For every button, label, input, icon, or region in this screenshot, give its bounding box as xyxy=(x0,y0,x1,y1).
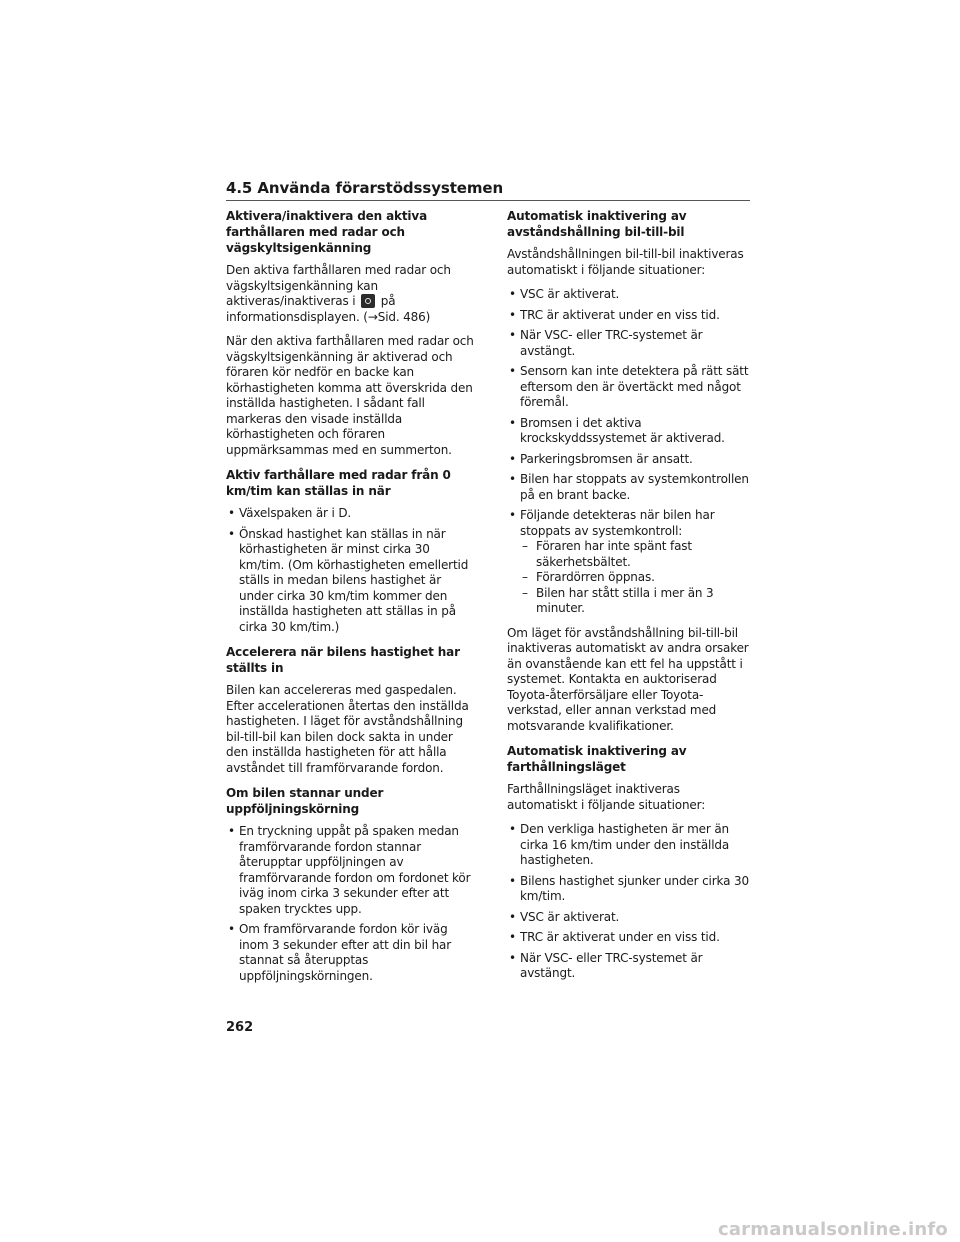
left-column xyxy=(226,208,476,993)
list-item: • Önskad hastighet kan ställas in när körhastigheten är minst cirka 30 km/tim. (Om körhastigheten emellertid ställs in medan bilens hastighet är under cirka 30 km/tim kommer den inställda hastigheten att ställas in på cirka 30 km/tim.) xyxy=(226,527,476,636)
heading-accelerate: Accelerera när bilens hastighet har ställts in xyxy=(226,645,460,675)
list-item: • Växelspaken är i D. xyxy=(226,506,476,522)
list-item: • VSC är aktiverat. xyxy=(507,910,753,926)
sub-list-item: – Bilen har stått stilla i mer än 3 minuter. xyxy=(520,586,753,617)
list-item: • Sensorn kan inte detektera på rätt sätt eftersom den är övertäckt med något föremål. xyxy=(507,364,753,411)
sub-list xyxy=(520,539,753,617)
list-item: • När VSC- eller TRC-systemet är avstängt. xyxy=(507,951,753,982)
list-item: • Följande detekteras när bilen har stoppats av systemkontroll: – Föraren har inte spänt fast säkerhetsbältet. – Förardörren öppnas. – Bilen har stått stilla i mer än 3 minuter. xyxy=(507,508,753,617)
section-header xyxy=(226,178,750,201)
settings-gear-icon xyxy=(361,294,375,308)
heading-stop: Om bilen stannar under uppföljningskörning xyxy=(226,786,384,816)
heading-auto-cancel-distance: Automatisk inaktivering av avståndshållning bil-till-bil xyxy=(507,209,687,239)
page-number: 262 xyxy=(226,1020,254,1035)
paragraph-downhill: När den aktiva farthållaren med radar och vägskyltsigenkänning är aktiverad och föraren kör nedför en backe kan körhastigheten komma att överskrida den inställda hastigheten. I sådant fall markeras den visade inställda körhastigheten och föraren uppmärksammas med en summerton. xyxy=(226,334,474,457)
heading-from-zero: Aktiv farthållare med radar från 0 km/tim kan ställas in när xyxy=(226,468,451,498)
sub-list-item: – Föraren har inte spänt fast säkerhetsbältet. xyxy=(520,539,753,570)
list-item: • När VSC- eller TRC-systemet är avstängt. xyxy=(507,328,753,359)
paragraph-activate: Den aktiva farthållaren med radar och vägskyltsigenkänning kan aktiveras/inaktiveras i på informationsdisplayen. (→Sid. 486) xyxy=(226,263,451,324)
list-stop xyxy=(226,824,476,984)
list-item: • Bilens hastighet sjunker under cirka 30 km/tim. xyxy=(507,874,753,905)
list-item: • Om framförvarande fordon kör iväg inom 3 sekunder efter att din bil har stannat så återupptas uppföljningskörningen. xyxy=(226,922,476,984)
list-auto-cancel-cruise xyxy=(507,822,753,982)
list-item: • En tryckning uppåt på spaken medan framförvarande fordon stannar återupptar uppföljningen av framförvarande fordon om fordonet kör iväg inom cirka 3 sekunder efter att spaken trycktes upp. xyxy=(226,824,476,917)
paragraph-accelerate: Bilen kan accelereras med gaspedalen. Efter accelerationen återtas den inställda hastigheten. I läget för avståndshållning bil-till-bil kan bilen dock sakta in under den inställda hastigheten för att hålla avståndet till framförvarande fordon. xyxy=(226,683,469,775)
paragraph-auto-cancel-cruise: Farthållningsläget inaktiveras automatiskt i följande situationer: xyxy=(507,782,706,812)
heading-activate: Aktivera/inaktivera den aktiva farthållaren med radar och vägskyltsigenkänning xyxy=(226,209,428,255)
list-item: • TRC är aktiverat under en viss tid. xyxy=(507,308,753,324)
list-item: • Den verkliga hastigheten är mer än cirka 16 km/tim under den inställda hastigheten. xyxy=(507,822,753,869)
footer-watermark: carmanualsonline.info xyxy=(717,1219,948,1240)
list-item: • Parkeringsbromsen är ansatt. xyxy=(507,452,753,468)
sub-list-item: – Förardörren öppnas. xyxy=(520,570,753,586)
heading-auto-cancel-cruise: Automatisk inaktivering av farthållningsläget xyxy=(507,744,687,774)
right-column xyxy=(507,208,753,991)
list-item: • VSC är aktiverat. xyxy=(507,287,753,303)
section-title: 4.5 Använda förarstödssystemen xyxy=(226,179,504,197)
paragraph-malfunction: Om läget för avståndshållning bil-till-bil inaktiveras automatiskt av andra orsaker än ovanstående kan ett fel ha uppstått i systemet. Kontakta en auktoriserad Toyota-återförsäljare eller Toyota-verkstad, eller annan verkstad med motsvarande kvalifikationer. xyxy=(507,625,749,733)
list-item: • Bromsen i det aktiva krockskyddssystemet är aktiverad. xyxy=(507,416,753,447)
list-item: • TRC är aktiverat under en viss tid. xyxy=(507,930,753,946)
paragraph-auto-cancel-distance: Avståndshållningen bil-till-bil inaktiveras automatiskt i följande situationer: xyxy=(507,247,744,277)
list-auto-cancel-distance xyxy=(507,287,753,617)
list-item: • Bilen har stoppats av systemkontrollen på en brant backe. xyxy=(507,472,753,503)
list-from-zero xyxy=(226,506,476,635)
